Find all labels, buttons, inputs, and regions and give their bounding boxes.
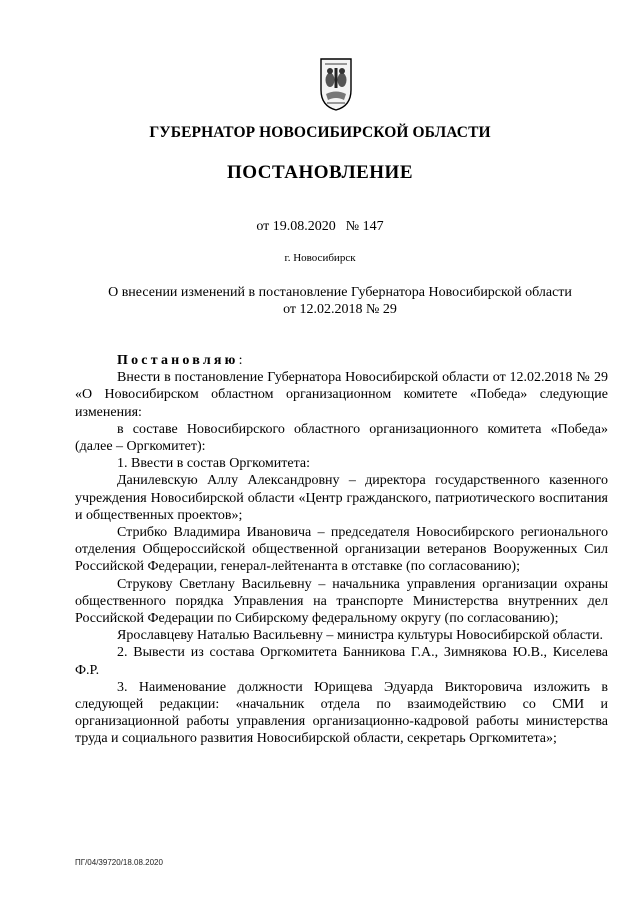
subject-line: О внесении изменений в постановление Губернатора Новосибирской области — [108, 285, 572, 300]
body-paragraph: 1. Ввести в состав Оргкомитета: — [117, 456, 311, 472]
body-paragraph: 2. Вывести из состава Оргкомитета Банникова Г.А., Зимнякова Ю.В., Киселева Ф.Р. — [75, 645, 608, 678]
body-paragraph: в составе Новосибирского областного организационного комитета «Победа» (далее – Оргкомитет): — [75, 421, 608, 455]
document-body — [75, 352, 608, 748]
resolve-word: Постановляю — [117, 353, 239, 368]
document-subject — [40, 284, 640, 318]
document-number: № 147 — [345, 219, 384, 234]
body-paragraph: Струкову Светлану Васильевну – начальника управления организации охраны общественного порядка Управления на транспорте Министерства внутренних дел Российской Федерации по Сибирскому федеральному округу (по согласованию); — [75, 576, 608, 627]
coat-of-arms-icon — [318, 56, 354, 112]
body-paragraph: Внести в постановление Губернатора Новосибирской области от 12.02.2018 № 29 «О Новосибирском областном организационном комитете «Победа» следующие изменения: — [75, 370, 608, 420]
city: г. Новосибирск — [284, 252, 356, 264]
body-paragraph: 3. Наименование должности Юрищева Эдуарда Викторовича изложить в следующей редакции: «начальник отдела по взаимодействию со СМИ и организационной работы управления организационно-кадровой работы министерства труда и социального развития Новосибирской области, секретарь Оргкомитета»; — [75, 679, 608, 747]
body-paragraph: Стрибко Владимира Ивановича – председателя Новосибирского регионального отделения Общероссийской общественной организации ветеранов Вооруженных Сил Российской Федерации, генерал-лейтенанта в отставке (по согласованию); — [75, 525, 608, 575]
resolve-colon: : — [238, 353, 243, 368]
document-date: от 19.08.2020 — [256, 219, 336, 234]
document-date-number — [0, 219, 640, 235]
footer-code: ПГ/04/39720/18.08.2020 — [75, 858, 163, 867]
document-type-title: ПОСТАНОВЛЕНИЕ — [226, 162, 414, 183]
body-paragraph: Ярославцеву Наталью Васильевну – министра культуры Новосибирской области. — [117, 628, 604, 644]
subject-line: от 12.02.2018 № 29 — [283, 302, 397, 317]
resolution-heading — [75, 352, 608, 369]
body-paragraph: Данилевскую Аллу Александровну – директора государственного казенного учреждения Новосибирской области «Центр гражданского, патриотического воспитания и общественных проектов»; — [75, 473, 608, 523]
governor-title: ГУБЕРНАТОР НОВОСИБИРСКОЙ ОБЛАСТИ — [149, 124, 491, 141]
